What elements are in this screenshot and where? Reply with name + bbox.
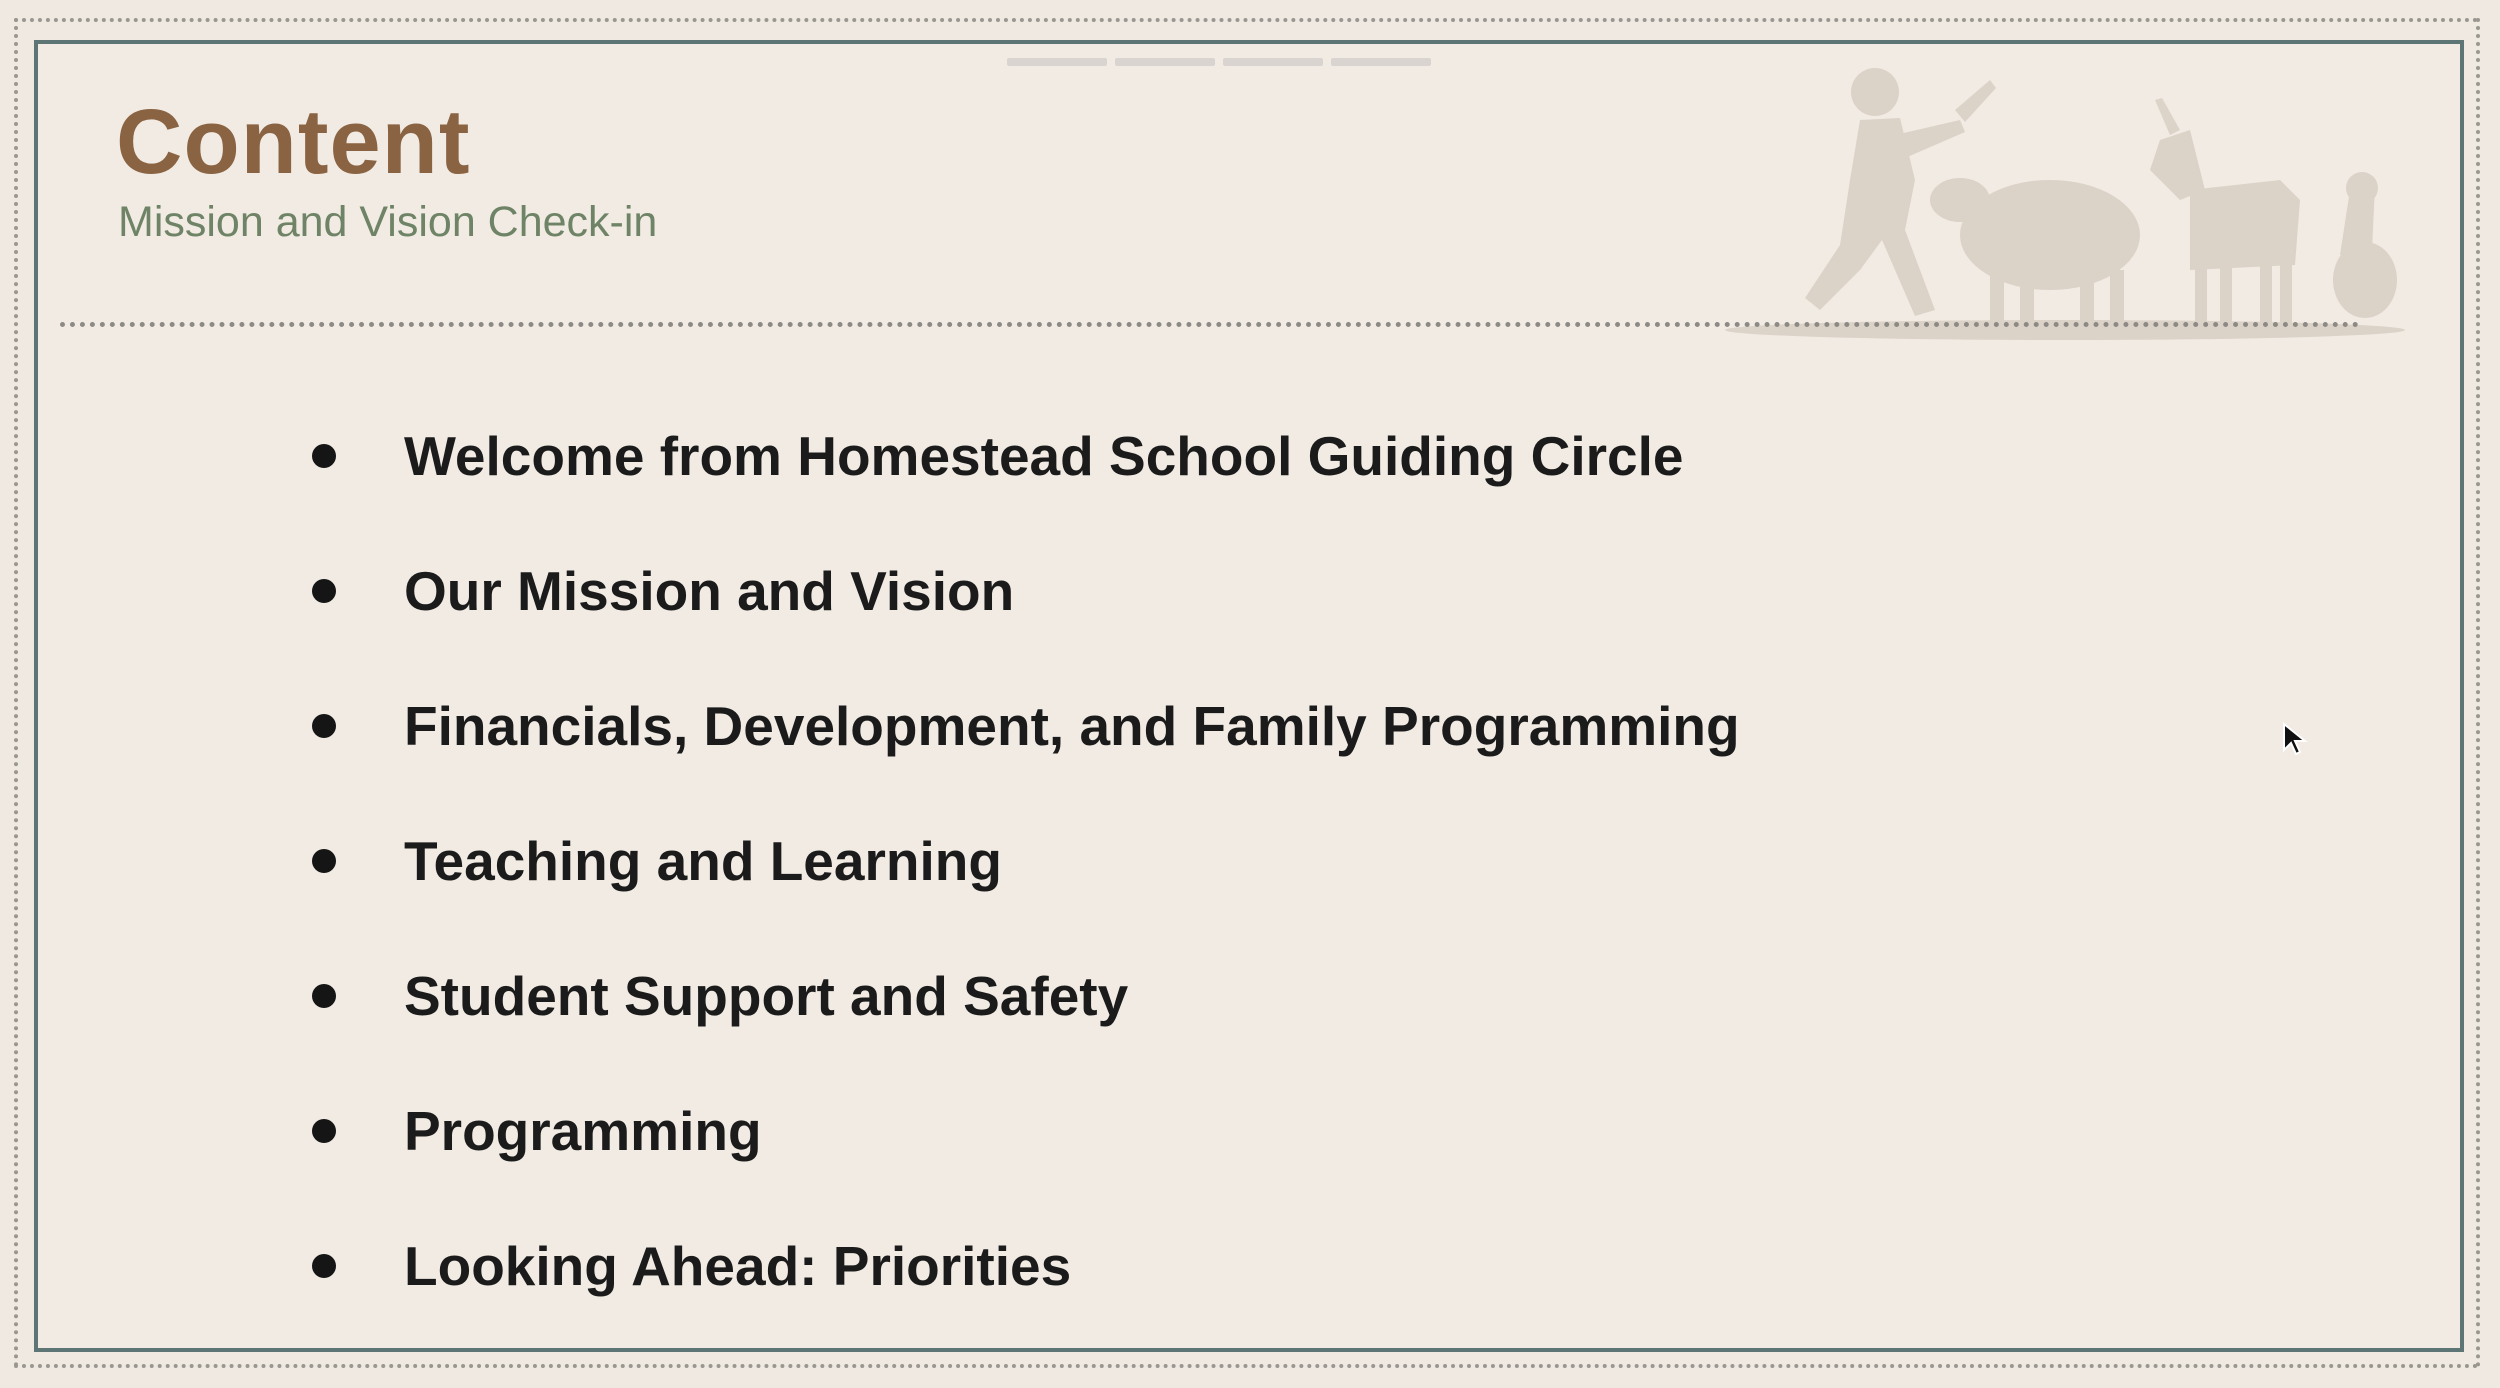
bullet-dot-icon <box>312 984 336 1008</box>
list-item <box>270 1063 1740 1198</box>
bullet-dot-icon <box>312 579 336 603</box>
bullet-dot-icon <box>312 1119 336 1143</box>
list-item <box>270 793 1740 928</box>
farm-silhouette-icon <box>1700 40 2430 350</box>
agenda-item-text: Teaching and Learning <box>404 829 1002 892</box>
list-item <box>270 523 1740 658</box>
bullet-dot-icon <box>312 1254 336 1278</box>
agenda-item-text: Student Support and Safety <box>404 964 1129 1027</box>
list-item <box>270 1198 1740 1333</box>
slide-title: Content <box>116 91 471 193</box>
agenda-item-text: Our Mission and Vision <box>404 559 1015 622</box>
progress-segment <box>1007 58 1107 66</box>
agenda-item-text: Programming <box>404 1099 762 1162</box>
list-item <box>270 928 1740 1063</box>
list-item <box>270 388 1740 523</box>
bullet-dot-icon <box>312 714 336 738</box>
list-item <box>270 658 1740 793</box>
progress-segment <box>1223 58 1323 66</box>
progress-segment <box>1331 58 1431 66</box>
agenda-item-text: Looking Ahead: Priorities <box>404 1234 1072 1297</box>
slide-subtitle: Mission and Vision Check-in <box>118 198 658 246</box>
bullet-dot-icon <box>312 444 336 468</box>
slide-progress-indicator <box>1007 58 1431 66</box>
mouse-pointer-icon <box>2282 722 2308 756</box>
agenda-item-text: Financials, Development, and Family Programming <box>404 694 1740 757</box>
agenda-item-text: Welcome from Homestead School Guiding Circle <box>404 424 1684 487</box>
agenda-list <box>270 388 1740 1333</box>
header-divider <box>60 322 2360 327</box>
progress-segment <box>1115 58 1215 66</box>
bullet-dot-icon <box>312 849 336 873</box>
